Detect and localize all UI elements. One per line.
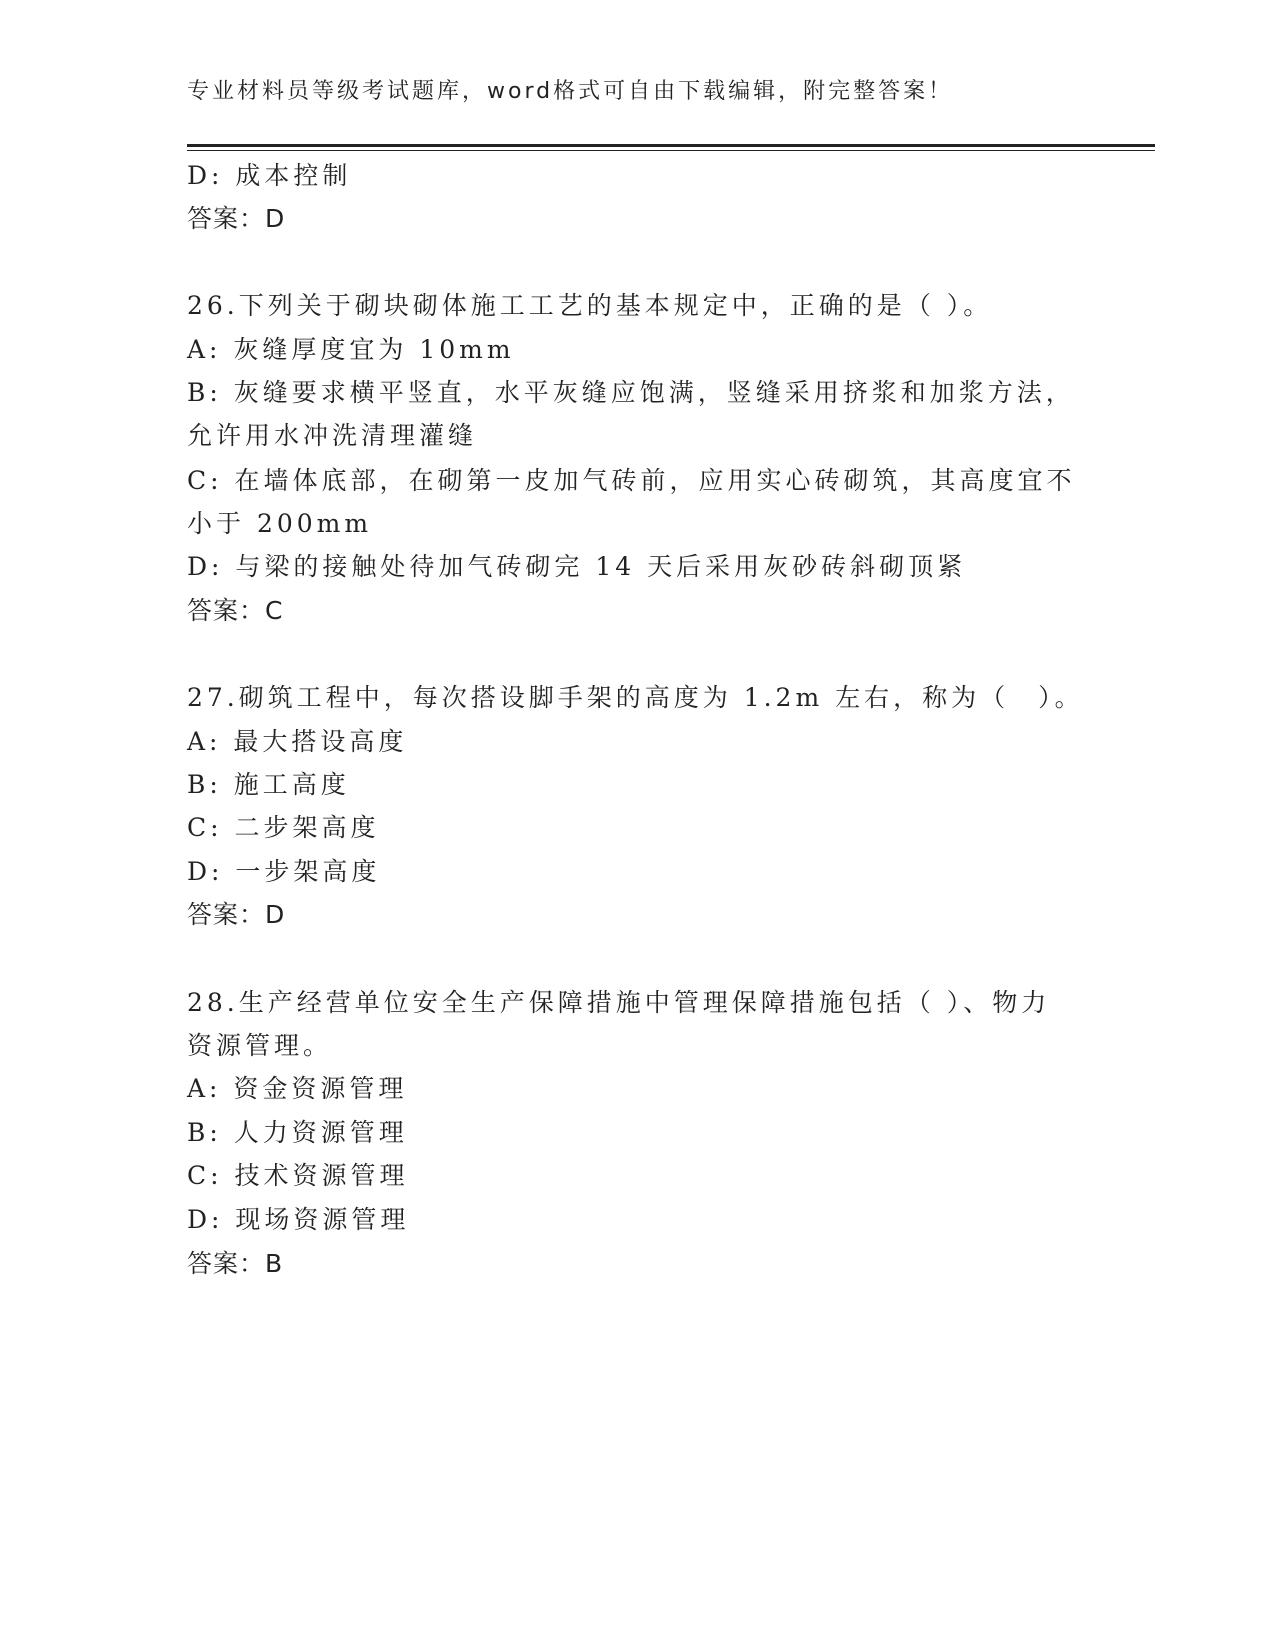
- question-26-option-b: B: 灰缝要求横平竖直，水平灰缝应饱满，竖缝采用挤浆和加浆方法，: [187, 378, 1075, 407]
- question-28-option-d: D: 现场资源管理: [187, 1205, 410, 1234]
- prev-answer: 答案：D: [187, 204, 286, 233]
- question-26-option-c: C: 在墙体底部，在砌第一皮加气砖前，应用实心砖砌筑，其高度宜不: [187, 466, 1076, 495]
- question-28-answer: 答案：B: [187, 1249, 284, 1278]
- question-28-stem-cont: 资源管理。: [187, 1031, 333, 1060]
- question-26-option-a: A: 灰缝厚度宜为 10mm: [187, 335, 515, 364]
- header-rule-thin: [187, 150, 1155, 151]
- question-27-option-b: B: 施工高度: [187, 770, 350, 799]
- question-28-option-c: C: 技术资源管理: [187, 1161, 409, 1190]
- header-rule-thick: [187, 144, 1155, 147]
- question-27-stem: 27.砌筑工程中，每次搭设脚手架的高度为 1.2m 左右，称为（ ）。: [187, 683, 1084, 712]
- question-27-option-a: A: 最大搭设高度: [187, 727, 408, 756]
- question-28-stem: 28.生产经营单位安全生产保障措施中管理保障措施包括（ ）、物力: [187, 988, 1051, 1017]
- question-27-option-d: D: 一步架高度: [187, 857, 381, 886]
- question-27-answer: 答案：D: [187, 900, 286, 929]
- question-26-option-b-cont: 允许用水冲洗清理灌缝: [187, 421, 478, 450]
- question-26-answer: 答案：C: [187, 596, 284, 625]
- question-28-option-a: A: 资金资源管理: [187, 1074, 408, 1103]
- question-27-option-c: C: 二步架高度: [187, 813, 380, 842]
- prev-option-d: D: 成本控制: [187, 161, 352, 190]
- question-28-option-b: B: 人力资源管理: [187, 1118, 408, 1147]
- question-26-option-c-cont: 小于 200mm: [187, 509, 373, 538]
- question-26-stem: 26.下列关于砌块砌体施工工艺的基本规定中，正确的是（ ）。: [187, 291, 993, 320]
- question-26-option-d: D: 与梁的接触处待加气砖砌完 14 天后采用灰砂砖斜砌顶紧: [187, 552, 967, 581]
- page-header: 专业材料员等级考试题库，word格式可自由下载编辑，附完整答案！: [187, 79, 954, 104]
